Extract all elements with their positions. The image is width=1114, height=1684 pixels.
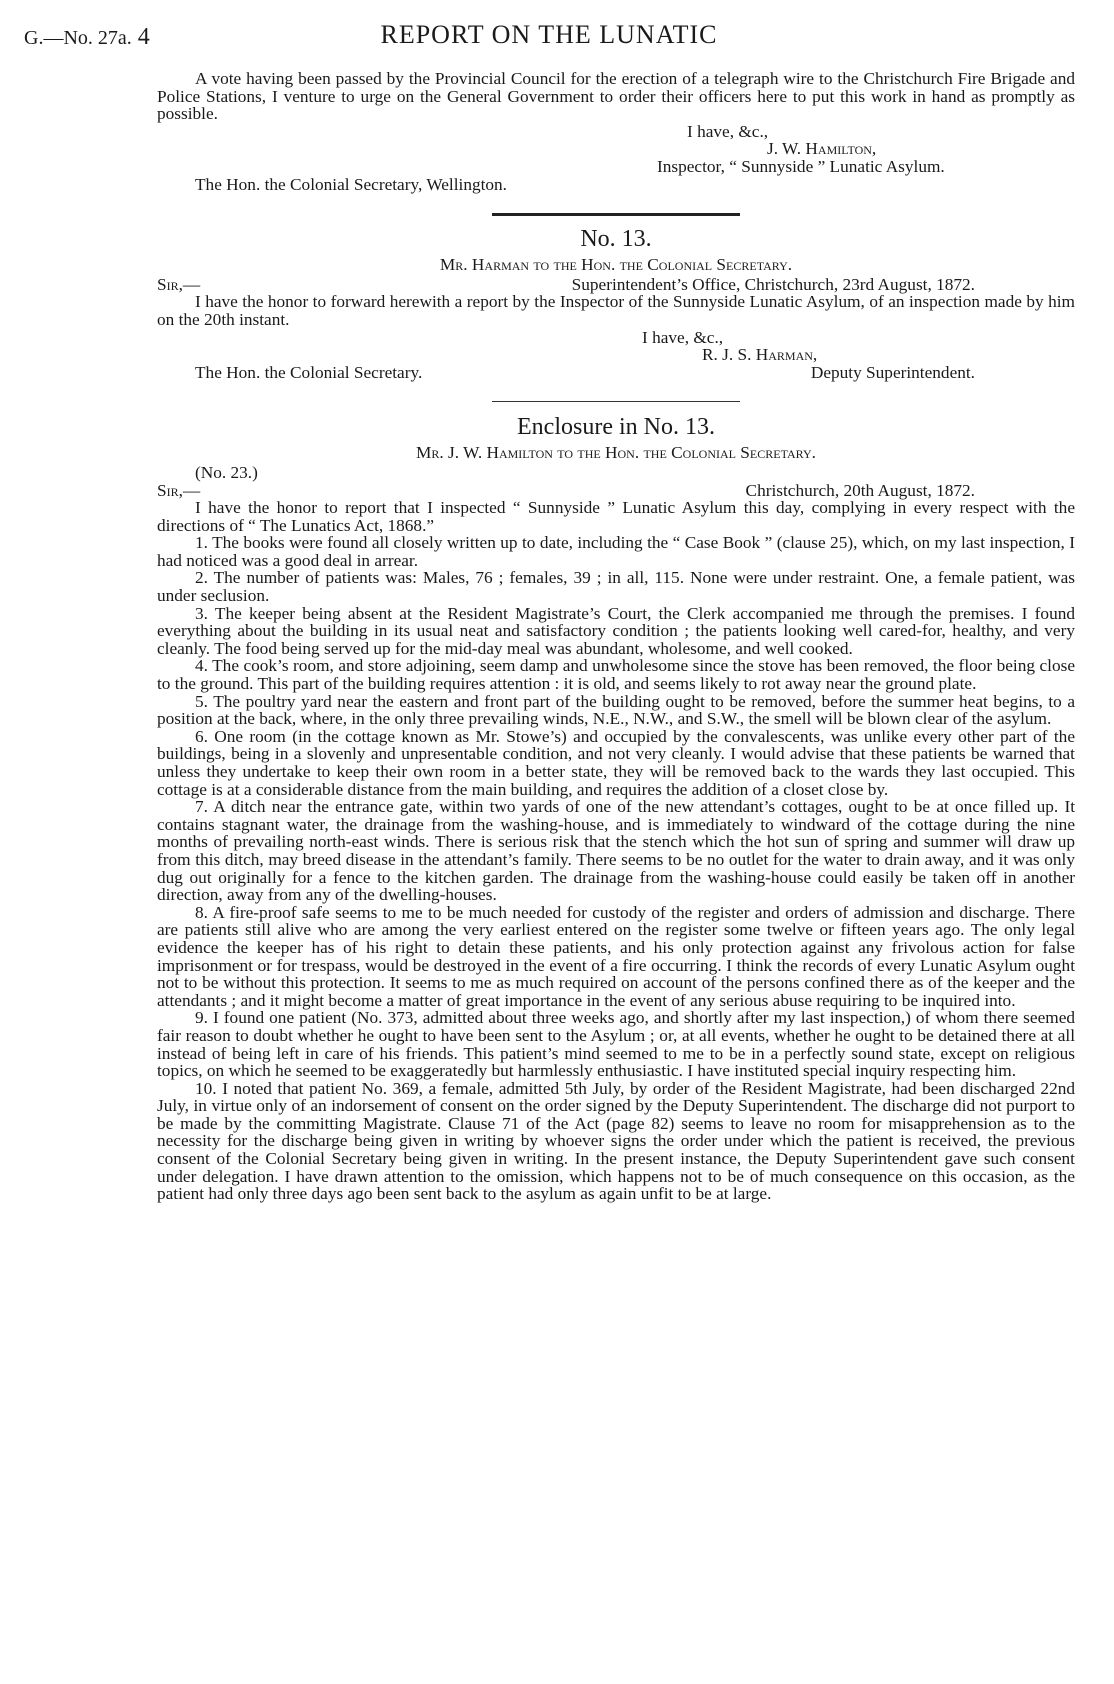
- opening-paragraph: A vote having been passed by the Provincial Council for the erection of a telegraph wire to the Christchurch Fire Brigade and Police Stations, I venture to urge on the General Government to order their officers here to put this work in hand as promptly as possible.: [157, 69, 1075, 124]
- report-paragraph: 8. A fire-proof safe seems to me to be much needed for custody of the register and orders of admission and discharge. There are patients still alive who are among the very earliest entered on the register some twelve or fifteen years ago. The only legal evidence the keeper has of his right to detain these patients, and his only protection against any frivolous action for false imprisonment or for trespass, would be destroyed in the event of a fire occurring. I think the records of every Lunatic Asylum ought not to be without this protection. It seems to me as much required on account of the persons confined there as of the keeper and the attendants ; and it might become a matter of great importance in the event of any serious abuse requiring to be inquired into.: [157, 902, 1075, 1010]
- section-divider: [492, 213, 740, 216]
- report-paragraph: 7. A ditch near the entrance gate, within two yards of one of the new attendant’s cottages, ought to be at once filled up. It contains stagnant water, the drainage from the washing-house, and is immediately to windward of the cottage during the nine months of prevailing north-east winds. There is serious risk that the stench which the hot sun of spring and summer will draw up from this ditch, may breed disease in the attendant’s family. There seems to be no outlet for the water to drain away, and it was only dug out originally for a fence to the kitchen garden. The drainage from the washing-house could easily be taken off in another direction, away from any of the dwelling-houses.: [157, 797, 1075, 905]
- report-paragraph: 1. The books were found all closely written up to date, including the “ Case Book ” (clause 25), which, on my last inspection, I had noticed was a good deal in arrear.: [157, 533, 1075, 570]
- signatory-title: Deputy Superintendent.: [810, 362, 975, 382]
- salutation: Sir,—: [157, 480, 201, 500]
- page-number: 4: [137, 24, 150, 50]
- addressee-row: [157, 364, 1075, 382]
- signatory-name: R. J. S. Harman,: [702, 345, 818, 365]
- salutation-row: [157, 276, 1075, 294]
- document-reference: G.—No. 27a.: [24, 27, 132, 49]
- salutation: Sir,—: [157, 274, 201, 294]
- addressee: The Hon. the Colonial Secretary.: [195, 362, 423, 382]
- signatory-title: Inspector, “ Sunnyside ” Lunatic Asylum.: [657, 156, 945, 176]
- report-paragraph: 5. The poultry yard near the eastern and front part of the building ought to be removed, before the summer heat begins, to a position at the back, where, in the only three prevailing winds, N.E., N.W., and S.W., the smell will be blown clear of the asylum.: [157, 691, 1075, 729]
- page-header: [24, 20, 1074, 50]
- report-paragraph: 3. The keeper being absent at the Resident Magistrate’s Court, the Clerk accompanied me through the premises. I found everything about the building in its usual neat and satisfactory condition ; the patients looking well cared-for, healthy, and very cleanly. The food being served up for the mid-day meal was abundant, wholesome, and well cooked.: [157, 603, 1075, 658]
- report-paragraph: 6. One room (in the cottage known as Mr. Stowe’s) and occupied by the convalescents, was unlike every other part of the buildings, being in a slovenly and unpresentable condition, and not very cleanly. I would advise that these patients be warned that unless they undertake to keep their own room in a better state, they will be removed back to the wards they last occupied. This cottage is at a considerable distance from the main building, and requires the addition of a closet close by.: [157, 726, 1075, 799]
- page-body: [157, 70, 1075, 1203]
- enclosure-from-to: Mr. J. W. Hamilton to the Hon. the Colonial Secretary.: [416, 443, 816, 463]
- addressee: The Hon. the Colonial Secretary, Wellington.: [195, 174, 507, 194]
- closing-line: I have, &c.,: [642, 327, 724, 347]
- place-date: Superintendent’s Office, Christchurch, 23rd August, 1872.: [571, 274, 975, 294]
- letter-from-to: Mr. Harman to the Hon. the Colonial Secretary.: [439, 255, 793, 275]
- closing-line: I have, &c.,: [687, 121, 769, 141]
- report-paragraph: 10. I noted that patient No. 369, a female, admitted 5th July, by order of the Resident Magistrate, had been discharged 22nd July, in virtue only of an indorsement of consent on the order signed by the Deputy Superintendent. The discharge did not purport to be made by the committing Magistrate. Clause 71 of the Act (page 82) seems to leave no room for misapprehension as to the necessity for the discharge being given in writing by whoever signs the order under which the patient is received, the previous consent of the Colonial Secretary being given in writing. In the present instance, the Deputy Superintendent gave such consent under delegation. I have drawn attention to the omission, which happens not to be of much consequence on this occasion, as the patient had only three days ago been sent back to the asylum as again unfit to be at large.: [157, 1078, 1075, 1204]
- place-date: Christchurch, 20th August, 1872.: [745, 480, 975, 500]
- enclosure-heading: Enclosure in No. 13.: [517, 414, 715, 441]
- report-paragraph: 9. I found one patient (No. 373, admitted about three weeks ago, and shortly after my last inspection,) of whom there seemed fair reason to doubt whether he ought to have been sent to the Asylum ; or, at all events, whether he ought to be detained there at all instead of being left in care of his friends. This patient’s mind seemed to me to be in a perfectly sound state, except on religious topics, on which he seemed to be exaggeratedly but harmlessly enthusiastic. I have instituted special inquiry respecting him.: [157, 1008, 1075, 1081]
- report-intro: I have the honor to report that I inspected “ Sunnyside ” Lunatic Asylum this day, complying in every respect with the directions of “ The Lunatics Act, 1868.”: [157, 498, 1075, 535]
- salutation-row: [157, 482, 1075, 500]
- letter-body: I have the honor to forward herewith a report by the Inspector of the Sunnyside Lunatic Asylum, of an inspection made by him on the 20th instant.: [157, 292, 1075, 329]
- signatory-name: J. W. Hamilton,: [767, 139, 877, 159]
- section-divider: [492, 401, 740, 402]
- enclosure-number: (No. 23.): [195, 462, 258, 482]
- report-paragraph: 2. The number of patients was: Males, 76 ; females, 39 ; in all, 115. None were under restraint. One, a female patient, was under seclusion.: [157, 568, 1075, 606]
- running-title: REPORT ON THE LUNATIC: [380, 20, 718, 49]
- letter-heading: No. 13.: [580, 226, 652, 253]
- report-paragraph: 4. The cook’s room, and store adjoining, seem damp and unwholesome since the stove has been removed, the floor being close to the ground. This part of the building requires attention : it is old, and seems likely to rot away near the ground plate.: [157, 656, 1075, 694]
